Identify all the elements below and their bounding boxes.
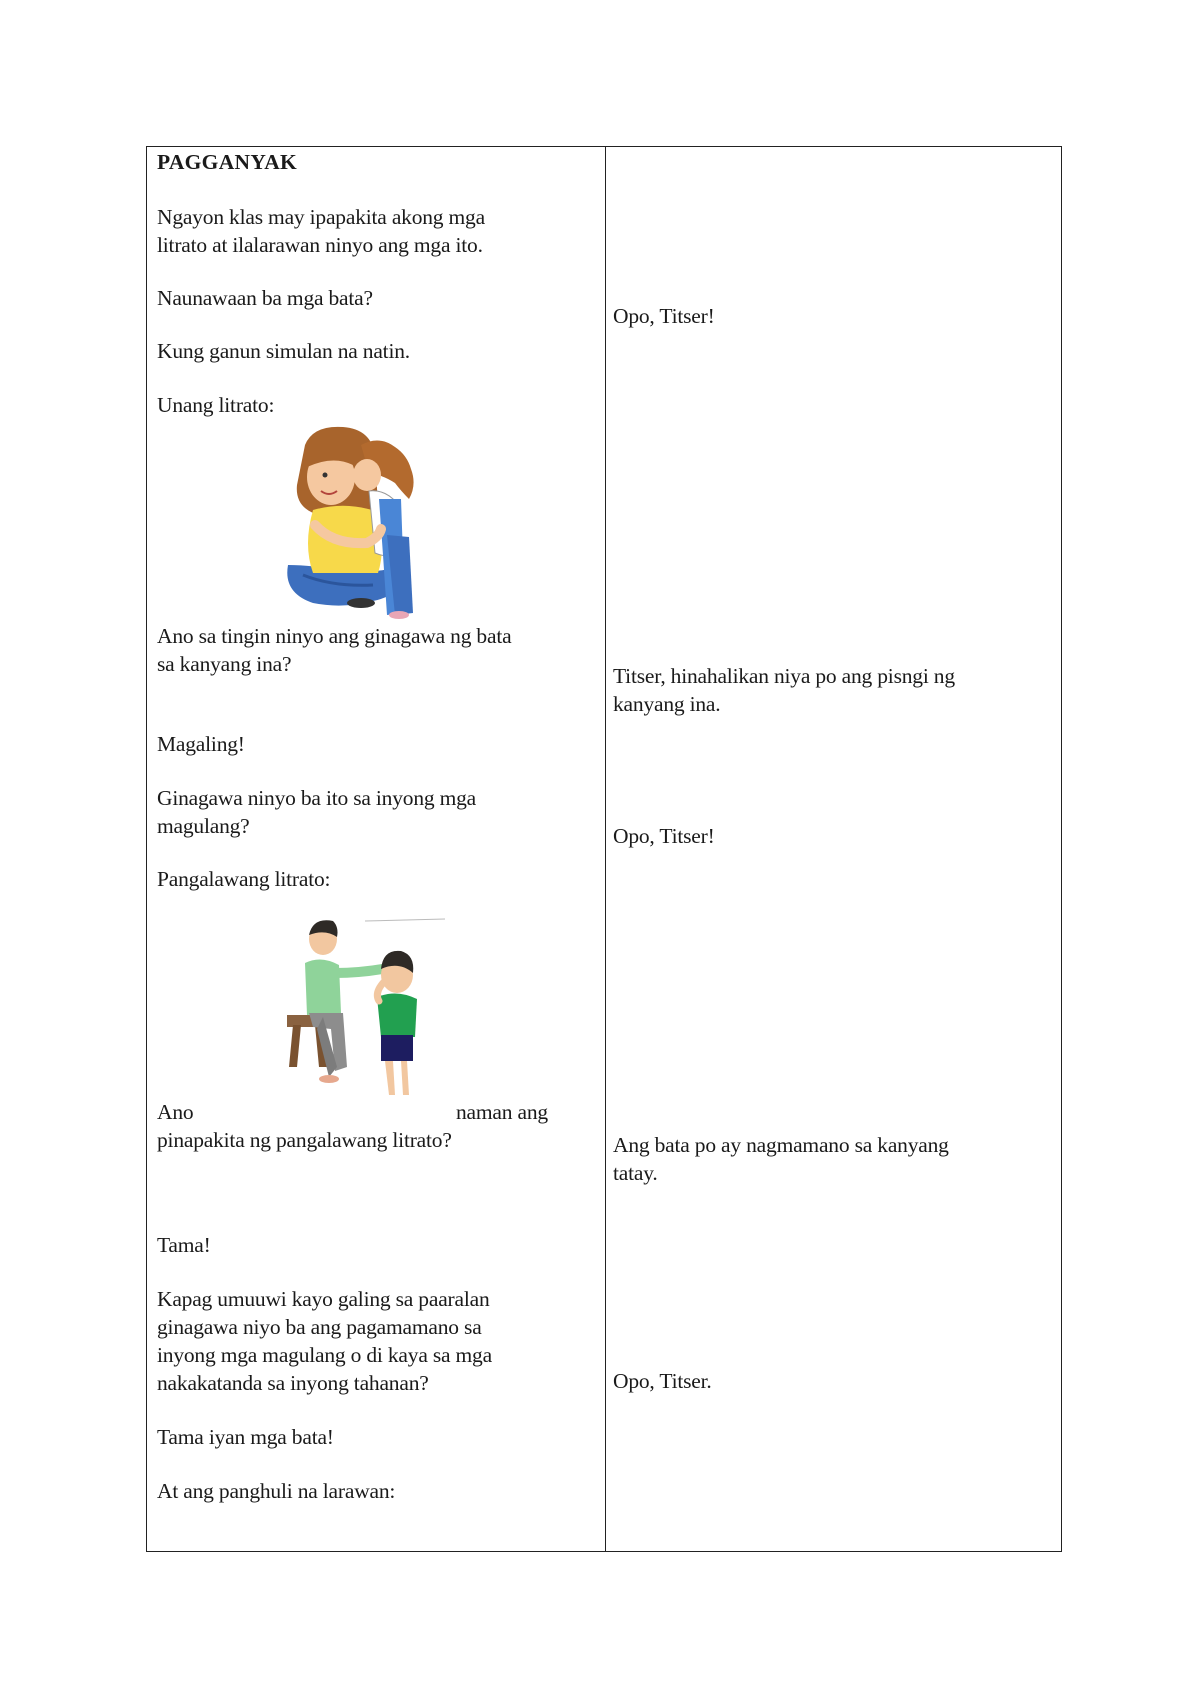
student-answer-4-line-2: tatay. (613, 1161, 658, 1185)
question-4-line-2: ginagawa niyo ba ang pagamamano sa (157, 1315, 482, 1339)
understand-question: Naunawaan ba mga bata? (157, 286, 373, 310)
intro-line-1: Ngayon klas may ipapakita akong mga (157, 205, 485, 229)
first-photo-label: Unang litrato: (157, 393, 275, 417)
student-answer-2-line-2: kanyang ina. (613, 692, 721, 716)
start-line: Kung ganun simulan na natin. (157, 339, 410, 363)
student-answer-5: Opo, Titser. (613, 1369, 712, 1393)
second-photo-label: Pangalawang litrato: (157, 867, 331, 891)
last-photo-label: At ang panghuli na larawan: (157, 1479, 396, 1503)
question-4-line-1: Kapag umuuwi kayo galing sa paaralan (157, 1287, 490, 1311)
student-answer-2-line-1: Titser, hinahalikan niya po ang pisngi ng (613, 664, 955, 688)
question-4-line-4: nakakatanda sa inyong tahanan? (157, 1371, 429, 1395)
correct-line: Tama! (157, 1233, 211, 1257)
student-answer-1: Opo, Titser! (613, 304, 715, 328)
question-3-word-2: naman ang (456, 1100, 548, 1124)
section-heading: PAGGANYAK (157, 150, 298, 174)
mother-child-kiss-illustration (283, 425, 433, 620)
mano-gesture-illustration (285, 917, 445, 1102)
question-1-line-2: sa kanyang ina? (157, 652, 292, 676)
column-divider (605, 147, 606, 1551)
student-answer-3: Opo, Titser! (613, 824, 715, 848)
question-2-line-2: magulang? (157, 814, 250, 838)
intro-line-2: litrato at ilalarawan ninyo ang mga ito. (157, 233, 483, 257)
question-4-line-3: inyong mga magulang o di kaya sa mga (157, 1343, 492, 1367)
question-2-line-1: Ginagawa ninyo ba ito sa inyong mga (157, 786, 477, 810)
question-3-word-1: Ano (157, 1100, 194, 1124)
question-3-line-2: pinapakita ng pangalawang litrato? (157, 1128, 452, 1152)
student-answer-4-line-1: Ang bata po ay nagmamano sa kanyang (613, 1133, 949, 1157)
affirm-line: Tama iyan mga bata! (157, 1425, 334, 1449)
question-1-line-1: Ano sa tingin ninyo ang ginagawa ng bata (157, 624, 512, 648)
praise-line: Magaling! (157, 732, 245, 756)
